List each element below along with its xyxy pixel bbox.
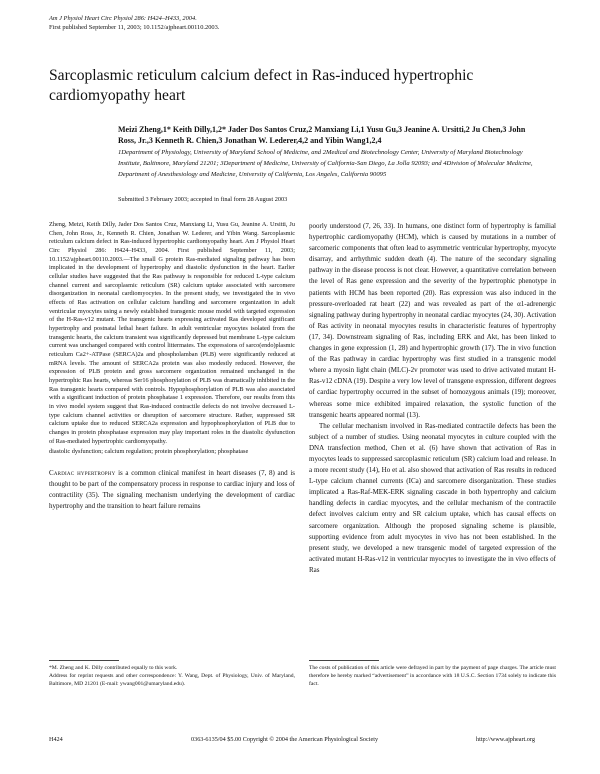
first-published: First published September 11, 2003; 10.1152/ajpheart.00110.2003. — [49, 23, 220, 31]
abstract: Zheng, Meizi, Keith Dilly, Jader Dos Santos Cruz, Manxiang Li, Yusu Gu, Jeanine A. Ursitti, Ju Chen, John Ross, Jr., Kenneth R. Chien, Jonathan W. Lederer, and Yibin Wang. Sarcoplasmic reticulum calcium defect in Ras-induced hypertrophic cardiomyopathy heart. Am J Physiol Heart Circ Physiol 286: H424–H433, 2004. First published September 11, 2003; 10.1152/ajpheart.00110.2003.—The small G protein Ras-mediated signaling pathway has been implicated in the development of hypertrophy and diastolic dysfunction in the heart. Earlier cellular studies have suggested that the Ras pathway is responsible for reduced L-type calcium channel current and sarcoplasmic reticulum (SR) calcium uptake associated with sarcomere disorganization in neonatal cardiomyocytes. In the present study, we investigated the in vivo effects of Ras activation on cellular calcium handling and sarcomere organization in adult ventricular myocytes using a newly established transgenic mouse model with targeted expression of the H-Ras-v12 mutant. The transgenic hearts expressing activated Ras developed significant hypertrophy and postnatal lethal heart failure. In adult ventricular myocytes isolated from the transgenic hearts, the calcium transient was significantly depressed but membrane L-type calcium current was unchanged compared with control littermates. The expressions of sarco(endo)plasmic reticulum Ca2+-ATPase (SERCA)2a and phospholamban (PLB) were significantly reduced at mRNA levels. The amount of SERCA2a protein was also modestly reduced. However, the expression of PLB protein and gross sarcomere organization remained unchanged in the hypertrophic Ras hearts, whereas Ser16 phosphorylation of PLB was dramatically inhibited in the Ras transgenic hearts compared with controls. Hypophosphorylation of PLB was also associated with a significant induction of protein phosphatase 1 expression. Therefore, our results from this in vivo model system suggest that Ras-induced contractile defects do not involve decreased L-type calcium channel activities or disruption of sarcomere structure. Rather, suppressed SR calcium uptake due to reduced SERCA2a expression and hypophosphorylation of PLB due to changes in protein phosphatase expression may play important roles in the diastolic dysfunction of Ras-mediated hypertrophic cardiomyopathy. — [49, 221, 295, 445]
body-paragraph-1: poorly understood (7, 26, 33). In humans, one distinct form of hypertrophy is familial hypertrophic cardiomyopathy (HCM), which is caused by mutations in a number of sarcomeric components that often lead to asymmetric ventricular hypertrophy, myocyte disarray, and arrhythmic sudden death (4). The nature of the secondary signaling pathway in the disease process is not clear. However, a quantitative correlation between the level of Ras gene expression and the severity of the hypertrophic phenotype in patients with HCM has been reported (20). Ras expression was also induced in the pressure-overloaded rat heart (22) and was revealed as part of the α1-adrenergic signaling pathway during hypertrophy in neonatal cardiac myocytes (24, 30). Activation of Ras activity in neonatal myocytes results in characteristic features of hypertrophy (17, 34). Downstream signaling of Ras, including ERK and Akt, has been linked to changes in gene expression (1, 28) and hypertrophic growth (17). The in vivo function of the Ras pathway in cardiac hypertrophy was first studied in a transgenic model where a myosin light chain (MLC)-2v promoter was used to drive activated mutant H-Ras-v12 cDNA (19). Despite a very low level of transgene expression, different degrees of cardiac hypertrophy occurred in the subset of homozygous animals (19); moreover, whereas some mice exhibited impaired relaxation, the systolic function of the transgenic hearts appeared normal (13). — [309, 222, 556, 419]
journal-citation: Am J Physiol Heart Circ Physiol 286: H424–H433, 2004. — [49, 15, 197, 22]
article-title: Sarcoplasmic reticulum calcium defect in Ras-induced hypertrophic cardiomyopathy heart — [49, 67, 474, 104]
intro-lead: Cardiac hypertrophy — [49, 469, 116, 478]
journal-url[interactable]: http://www.ajpheart.org — [476, 736, 535, 743]
publication-costs-note: The costs of publication of this article were defrayed in part by the payment of page charges. The article must therefore be hereby marked “advertisement” in accordance with 18 U.S.C. Section 1734 solely to indicate this fact. — [309, 665, 556, 688]
left-column — [49, 221, 295, 513]
footnote-rule-left — [49, 660, 119, 661]
footnote-rule-right — [309, 660, 379, 661]
right-column — [309, 221, 556, 576]
keywords: diastolic dysfunction; calcium regulation; protein phosphorylation; phosphatase — [49, 448, 249, 456]
affiliations: 1Department of Physiology, University of Maryland School of Medicine, and 2Medical and Biotechnology Center, University of Maryland Biotechnology Institute, Baltimore, Maryland 21201; 3Department of Medicine, University of California-San Diego, La Jolla 92093; and 4Division of Molecular Medicine, Department of Anesthesiology and Medicine, University of California, Los Angeles, California 90095 — [118, 149, 533, 178]
author-list: Meizi Zheng,1* Keith Dilly,1,2* Jader Dos Santos Cruz,2 Manxiang Li,1 Yusu Gu,3 Jeanine A. Ursitti,2 Ju Chen,3 John Ross, Jr.,3 Kenneth R. Chien,3 Jonathan W. Lederer,4,2 and Yibin Wang1,2,4 — [118, 125, 526, 145]
footnotes-left — [49, 664, 295, 689]
submission-dates: Submitted 3 February 2003; accepted in final form 28 August 2003 — [118, 196, 288, 203]
copyright-line: 0363-6135/04 $5.00 Copyright © 2004 the American Physiological Society — [191, 736, 379, 743]
correspondence-address: Address for reprint requests and other correspondence: Y. Wang, Dept. of Physiology, Univ. of Maryland, Baltimore, MD 21201 (E-mail: ywang001@umaryland.edu). — [49, 673, 295, 688]
intro-text: is a common clinical manifest in heart diseases (7, 8) and is thought to be part of the compensatory process in response to cardiac injury and loss of contractility (35). The signaling mechanism underlying the development of cardiac hypertrophy and the transition to heart failure remains — [49, 469, 295, 511]
journal-header — [49, 15, 219, 32]
introduction-start — [49, 468, 295, 512]
body-paragraph-2: The cellular mechanism involved in Ras-mediated contractile defects has been the subject of a number of studies. Using neonatal myocytes in culture coupled with the DNA transfection method, Chen et al. (6) have shown that activation of Ras in myocytes leads to suppressed sarcoplasmic reticulum (SR) calcium load and release. In a more recent study (14), Ho et al. also showed that activation of Ras results in reduced L-type calcium channel currents (ICa) and sarcomere disorganization. These studies implicated a Ras-Raf-MEK-ERK signaling cascade in both hypertrophy and calcium handling defects in cardiac myocytes, and the cellular mechanism of the contractile defect involves calcium entry and SR calcium uptake, which has causal effects on sarcomere organization. Although the proposed signaling scheme is plausible, supporting evidence from adult myocytes in vivo has not been established. In the present study, we developed a new transgenic model of targeted expression of the activated mutant H-Ras-v12 in ventricular myocytes to investigate the in vivo effects of Ras — [309, 421, 556, 574]
page-number: H424 — [49, 736, 63, 743]
contribution-note: *M. Zheng and K. Dilly contributed equally to this work. — [49, 665, 178, 671]
